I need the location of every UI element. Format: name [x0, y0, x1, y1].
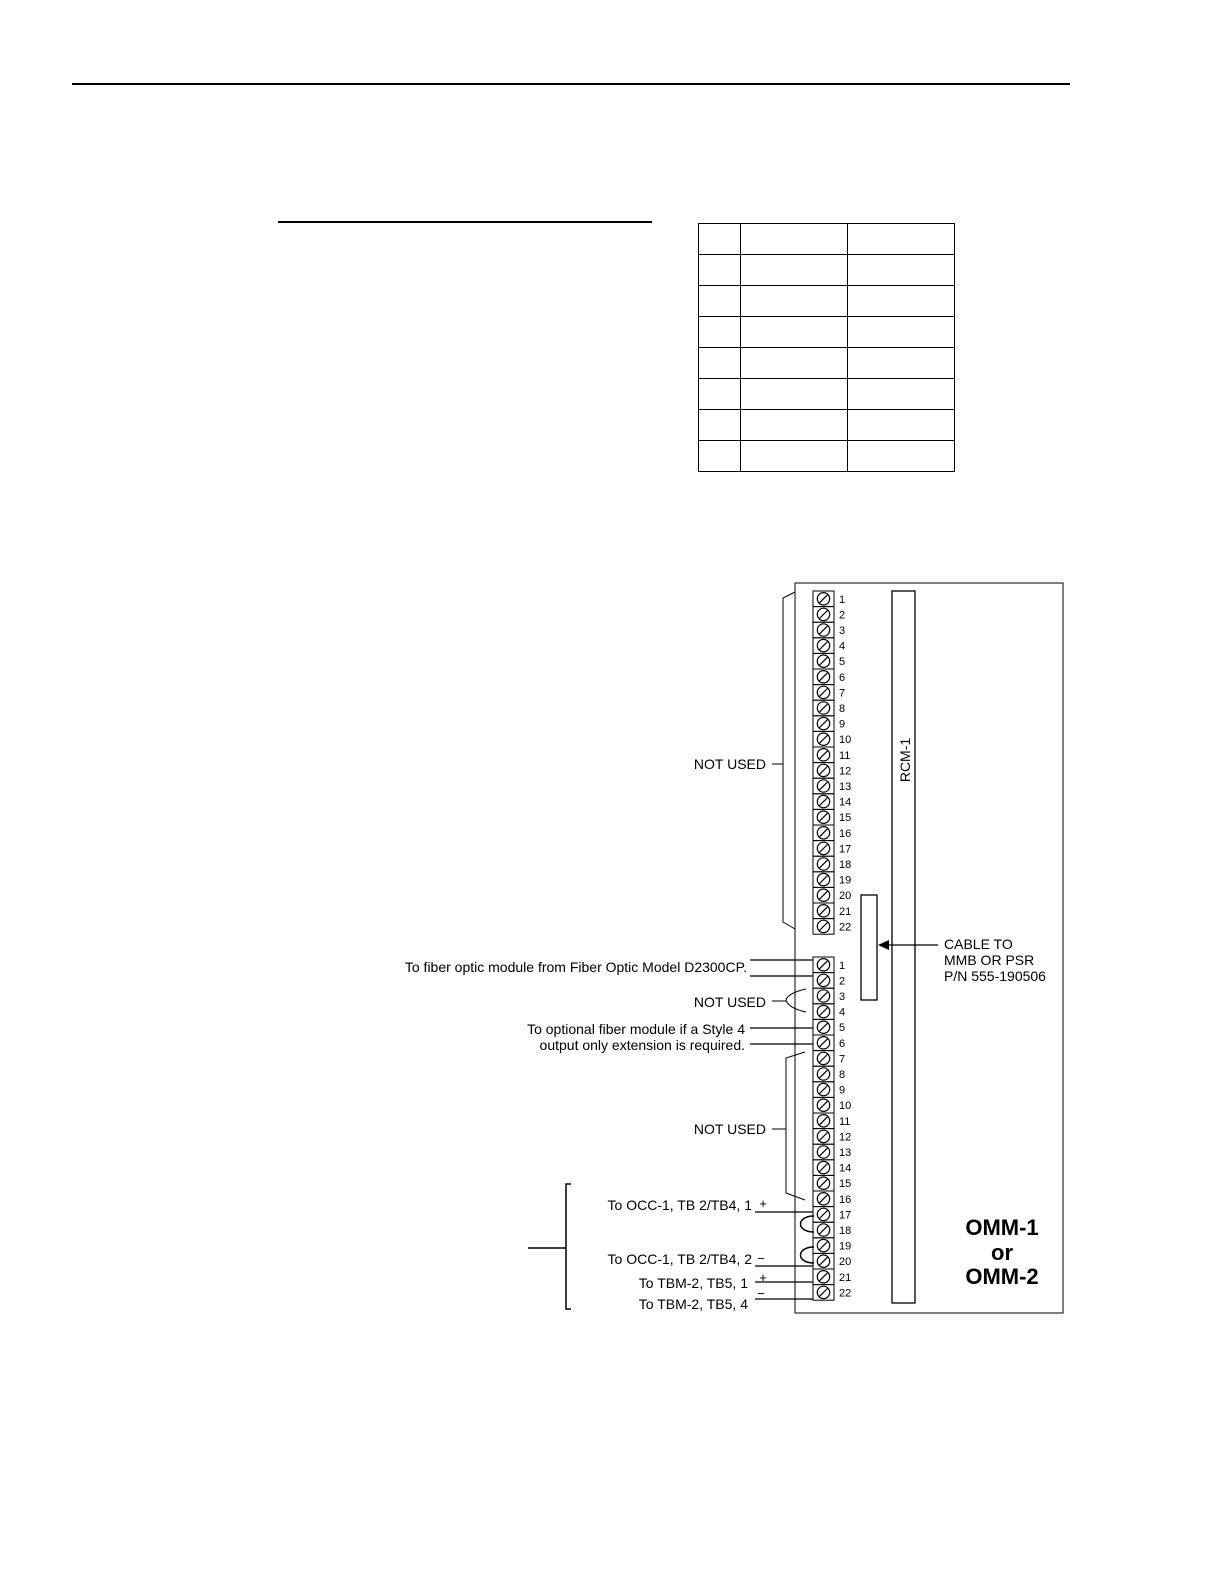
terminal-screw-slot — [819, 1132, 828, 1141]
terminal-number: 7 — [839, 1053, 846, 1066]
terminal-number: 13 — [839, 1147, 852, 1159]
terminal-screw-slot — [819, 976, 828, 985]
terminal-number: 20 — [839, 1256, 852, 1269]
terminal-screw-slot — [819, 844, 828, 853]
terminal-screw-slot — [819, 594, 828, 603]
terminal-number: 5 — [839, 1022, 846, 1035]
terminal-screw-slot — [819, 922, 828, 931]
terminal-screw-slot — [819, 1210, 828, 1219]
terminal-number: 4 — [839, 640, 846, 653]
terminal-block-lower — [813, 957, 851, 1300]
tbm-minus-sign: − — [757, 1286, 765, 1301]
terminal-screw-slot — [819, 1194, 828, 1203]
terminal-number: 6 — [839, 671, 846, 684]
tbm-4-label: To TBM-2, TB5, 4 — [638, 1296, 748, 1312]
terminal-screw-slot — [819, 1070, 828, 1079]
board-outline — [795, 583, 1063, 1313]
terminal-number: 4 — [839, 1006, 846, 1019]
terminal-block-upper — [813, 591, 851, 934]
tbm-1-label: To TBM-2, TB5, 1 — [638, 1275, 748, 1291]
terminal-screw-slot — [819, 1257, 828, 1266]
occ-plus-label: To OCC-1, TB 2/TB4, 1 — [607, 1197, 752, 1213]
terminal-number: 16 — [839, 827, 852, 840]
terminal-screw-slot — [819, 782, 828, 791]
terminal-screw-slot — [819, 657, 828, 666]
terminal-screw-slot — [819, 641, 828, 650]
terminal-screw-slot — [819, 626, 828, 635]
terminal-screw-slot — [819, 1101, 828, 1110]
terminal-screw-slot — [819, 813, 828, 822]
terminal-number: 21 — [839, 905, 852, 918]
cable-callout-line-2: MMB OR PSR — [944, 952, 1035, 968]
terminal-number: 11 — [839, 1115, 851, 1128]
terminal-screw-slot — [819, 1179, 828, 1188]
terminal-number: 19 — [839, 1240, 852, 1253]
terminal-number: 21 — [839, 1271, 852, 1284]
terminal-number: 10 — [839, 734, 852, 747]
occ-minus-label: To OCC-1, TB 2/TB4, 2 — [607, 1251, 752, 1267]
terminal-number: 9 — [839, 718, 846, 731]
terminal-number: 16 — [839, 1193, 852, 1206]
terminal-screw-slot — [819, 719, 828, 728]
terminal-screw-slot — [819, 1038, 828, 1047]
terminal-number: 8 — [839, 703, 846, 715]
terminal-screw-slot — [819, 1241, 828, 1250]
not-used-bracket-2 — [786, 989, 806, 1012]
terminal-number: 9 — [839, 1084, 846, 1097]
terminal-screw-slot — [819, 797, 828, 806]
terminal-screw-slot — [819, 875, 828, 884]
terminal-screw-slot — [819, 1023, 828, 1032]
terminal-screw-slot — [819, 610, 828, 619]
terminal-number: 10 — [839, 1100, 852, 1113]
terminal-number: 14 — [839, 796, 852, 809]
terminal-screw-slot — [819, 1148, 828, 1157]
terminal-screw-slot — [819, 1288, 828, 1297]
terminal-number: 17 — [839, 843, 852, 856]
terminal-number: 19 — [839, 874, 852, 887]
terminal-number: 3 — [839, 991, 846, 1003]
terminal-number: 18 — [839, 1225, 852, 1237]
terminal-screw-slot — [819, 860, 828, 869]
module-title-line-1: OMM-1 — [965, 1215, 1039, 1240]
not-used-label-3: NOT USED — [693, 1121, 766, 1137]
connections-bracket — [566, 1184, 571, 1309]
terminal-screw-slot — [819, 672, 828, 681]
optional-fiber-label-1: To optional fiber module if a Style 4 — [527, 1021, 745, 1037]
terminal-screw-slot — [819, 1007, 828, 1016]
terminal-number: 8 — [839, 1069, 846, 1081]
rcm-module — [892, 591, 915, 1303]
terminal-screw-slot — [819, 992, 828, 1001]
terminal-number: 22 — [839, 921, 852, 934]
terminal-screw-slot — [819, 1226, 828, 1235]
tbm-plus-sign: + — [759, 1270, 767, 1285]
terminal-screw-slot — [819, 960, 828, 969]
terminal-screw-slot — [819, 828, 828, 837]
jumper-19-20 — [801, 1247, 815, 1263]
occ-plus-sign: + — [759, 1196, 767, 1211]
terminal-screw-slot — [819, 704, 828, 713]
not-used-bracket-1 — [783, 592, 795, 929]
cable-callout-line-1: CABLE TO — [944, 936, 1013, 952]
optional-fiber-label-2: output only extension is required. — [539, 1037, 745, 1053]
terminal-number: 15 — [839, 812, 852, 825]
terminal-screw-slot — [819, 688, 828, 697]
terminal-screw-slot — [819, 750, 828, 759]
terminal-number: 6 — [839, 1037, 846, 1050]
cable-connector — [861, 895, 877, 1000]
terminal-number: 1 — [839, 593, 846, 606]
module-title-line-2: or — [991, 1240, 1013, 1265]
terminal-screw-slot — [819, 906, 828, 915]
not-used-label-2: NOT USED — [693, 994, 766, 1010]
terminal-number: 7 — [839, 687, 846, 700]
terminal-number: 11 — [839, 749, 851, 762]
terminal-screw-slot — [819, 735, 828, 744]
cable-callout-line-3: P/N 555-190506 — [944, 968, 1046, 984]
terminal-number: 17 — [839, 1209, 852, 1222]
terminal-number: 2 — [839, 975, 846, 988]
terminal-number: 22 — [839, 1287, 852, 1300]
terminal-number: 12 — [839, 1131, 852, 1144]
terminal-screw-slot — [819, 766, 828, 775]
terminal-screw-slot — [819, 1054, 828, 1063]
terminal-number: 18 — [839, 859, 852, 871]
terminal-number: 20 — [839, 890, 852, 903]
terminal-number: 1 — [839, 959, 846, 972]
terminal-number: 5 — [839, 656, 846, 669]
arrow-left-icon — [878, 940, 889, 950]
terminal-screw-slot — [819, 1085, 828, 1094]
terminal-number: 13 — [839, 781, 852, 793]
terminal-number: 15 — [839, 1178, 852, 1191]
terminal-screw-slot — [819, 1163, 828, 1172]
rcm-label: RCM-1 — [897, 737, 913, 783]
terminal-number: 12 — [839, 765, 852, 778]
module-title-line-3: OMM-2 — [965, 1264, 1039, 1289]
terminal-screw-slot — [819, 1272, 828, 1281]
terminal-number: 3 — [839, 625, 846, 637]
terminal-number: 14 — [839, 1162, 852, 1175]
terminal-screw-slot — [819, 1116, 828, 1125]
occ-minus-sign: − — [757, 1251, 765, 1266]
terminal-number: 2 — [839, 609, 846, 622]
not-used-label-1: NOT USED — [693, 756, 766, 772]
jumper-17-18 — [801, 1216, 815, 1232]
fiber-module-label: To fiber optic module from Fiber Optic Model D2300CP. — [404, 959, 747, 975]
terminal-screw-slot — [819, 891, 828, 900]
